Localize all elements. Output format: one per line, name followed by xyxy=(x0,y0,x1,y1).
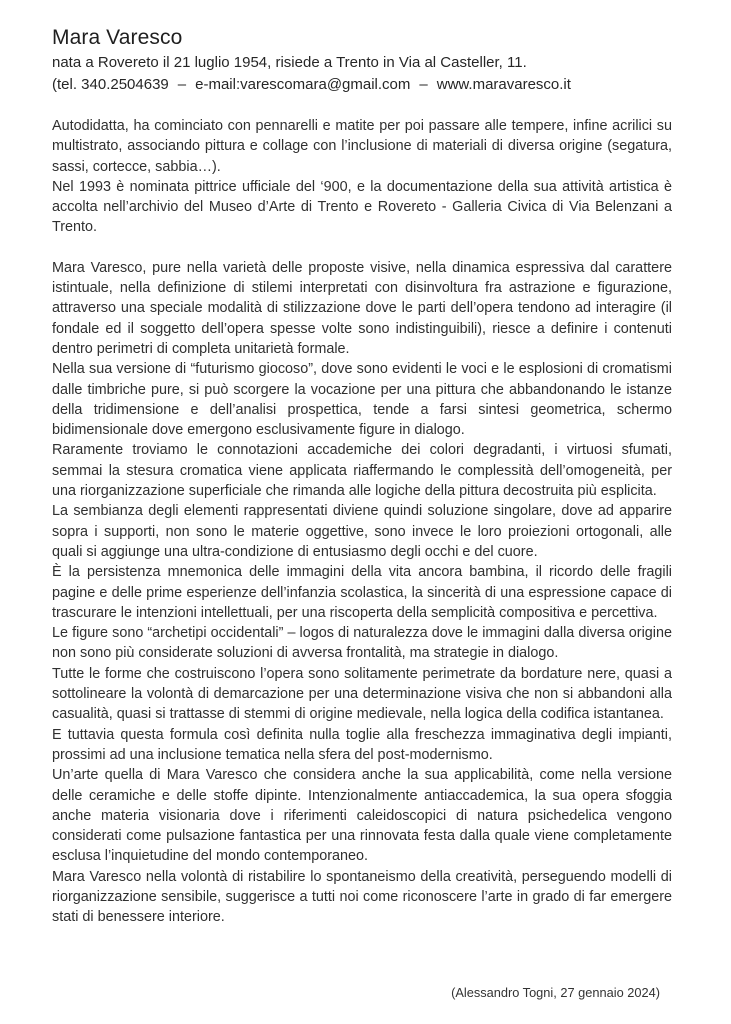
paragraph: È la persistenza mnemonica delle immagini della vita ancora bambina, il ricordo delle fragili pagine e delle prime esperienze dell’infanzia scolastica, la sincerità di una espressione capace di trascurare le intenzioni intellettuali, per una riscoperta della semplicità compositiva e percettiva. xyxy=(52,564,672,621)
paragraph: Autodidatta, ha cominciato con pennarelli e matite per poi passare alle tempere, infine acrilici su multistrato, associando pittura e collage con l’inclusione di materiali di diversa origine (segatura, sassi, cortecce, sabbia…). xyxy=(52,118,672,175)
contact-line xyxy=(52,74,672,96)
website-link: www.maravaresco.it xyxy=(436,76,571,93)
phone-number: (tel. 340.2504639 xyxy=(52,76,169,93)
paragraph: Nel 1993 è nominata pittrice ufficiale del ‘900, e la documentazione della sua attività artistica è accolta nell’archivio del Museo d’Arte di Trento e Rovereto - Galleria Civica di Via Belenzani a Trento. xyxy=(52,178,672,236)
author-signature: (Alessandro Togni, 27 gennaio 2024) xyxy=(451,985,660,1000)
paragraph: Le figure sono “archetipi occidentali” – logos di naturalezza dove le immagini dalla diversa origine non sono più considerate soluzioni di avversa frontalità, ma strategie in dialogo. xyxy=(52,625,672,662)
separator: – xyxy=(419,76,428,93)
paragraph: Mara Varesco, pure nella varietà delle proposte visive, nella dinamica espressiva dal carattere istintuale, nella definizione di stilemi interpretati con disinvoltura fra astrazione e figurazione, attraverso una speciale modalità di stilizzazione dove le parti dell’opera tendono ad interagire (il fondale ed il soggetto dell’opera spesse volte sono indistinguibili), riesce a definire i contenuti dentro perimetri di completa unitarietà formale. xyxy=(52,259,672,357)
paragraph: Nella sua versione di “futurismo giocoso”, dove sono evidenti le voci e le esplosioni di cromatismi dalle timbriche pure, si può scorgere la vocazione per una pittura che abbandonando le istanze della tridimensione e dell’analisi prospettica, tende a farsi sintesi geometrica, schermo bidimensionale dove emergono esclusivamente figure in dialogo. xyxy=(52,361,672,439)
paragraph: La sembianza degli elementi rappresentati diviene quindi soluzione singolare, dove ad apparire sopra i supporti, non sono le materie oggettive, sono invece le loro proiezioni ortogonali, alle quali si aggiunge una ultra-condizione di entusiasmo degli occhi e del cuore. xyxy=(52,503,672,560)
paragraph: Raramente troviamo le connotazioni accademiche dei colori degradanti, i virtuosi sfumati, semmai la stesura cromatica viene applicata riaffermando le complessità dell’omogeneità, per una riorganizzazione superficiale che rimanda alle logiche della pittura decostruita più esplicita. xyxy=(52,442,672,500)
critique-section xyxy=(52,258,672,928)
separator: – xyxy=(177,76,187,93)
biography-section xyxy=(52,116,672,238)
email-address: e-mail:varescomara@gmail.com xyxy=(195,76,411,93)
paragraph: E tuttavia questa formula così definita nulla toglie alla freschezza immaginativa degli impianti, prossimi ad una inclusione tematica nella sfera del post-modernismo. xyxy=(52,726,672,763)
document-page xyxy=(52,24,672,928)
paragraph: Mara Varesco nella volontà di ristabilire lo spontaneismo della creatività, perseguendo modelli di riorganizzazione sensibile, suggerisce a tutti noi come riconoscere l’arte in grado di far emergere stati di benessere interiore. xyxy=(52,868,672,926)
birth-residence-line: nata a Rovereto il 21 luglio 1954, risiede a Trento in Via al Casteller, 11. xyxy=(52,54,527,71)
paragraph: Un’arte quella di Mara Varesco che considera anche la sua applicabilità, come nella versione delle ceramiche e delle stoffe dipinte. Intenzionalmente antiaccademica, la sua opera sfoggia anche materia visionaria dove i riferimenti caleidoscopici di natura psichedelica vengono considerati come pulsazione fantastica per una rinnovata festa dalla quale viene completamente esclusa l’inquietudine del mondo contemporaneo. xyxy=(52,767,672,865)
paragraph: Tutte le forme che costruiscono l’opera sono solitamente perimetrate da bordature nere, quasi a sottolineare la volontà di demarcazione per una determinazione visiva che non si abbandoni alla casualità, quasi si trattasse di stemmi di origine medievale, nella logica della codifica istantanea. xyxy=(52,665,672,723)
section-gap xyxy=(52,238,672,258)
artist-name-title: Mara Varesco xyxy=(52,26,183,49)
